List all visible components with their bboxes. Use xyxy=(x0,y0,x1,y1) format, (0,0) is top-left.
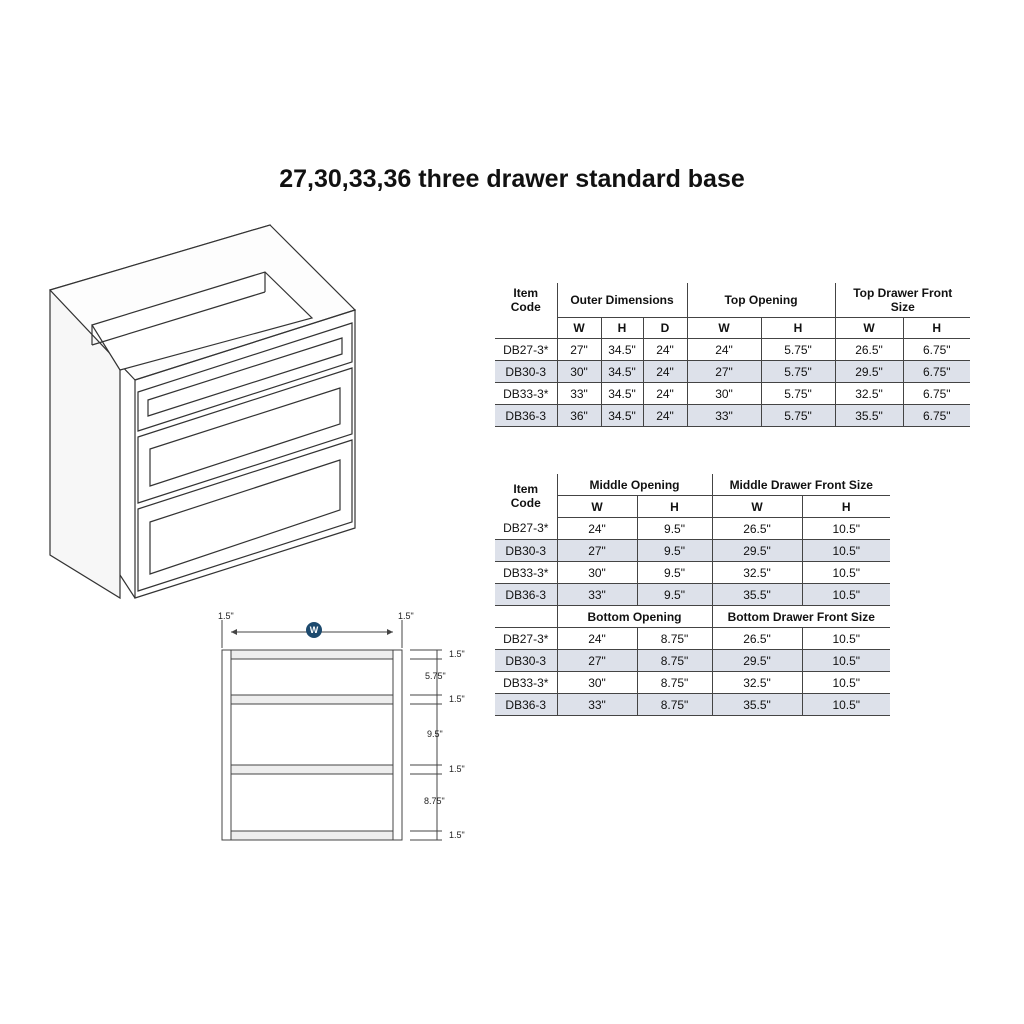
item-code-cell: DB30-3 xyxy=(495,361,557,383)
value-cell: 5.75" xyxy=(761,361,835,383)
value-cell: 33" xyxy=(557,694,637,716)
middle-front-header: Middle Drawer Front Size xyxy=(712,474,890,496)
item-code-cell: DB36-3 xyxy=(495,584,557,606)
table-row xyxy=(495,518,890,540)
table-row xyxy=(495,628,890,650)
page-title: 27,30,33,36 three drawer standard base xyxy=(279,165,745,193)
left-stile-label: 1.5" xyxy=(218,611,234,621)
middle-opening-header: Middle Opening xyxy=(557,474,712,496)
bottom-opening-header: Bottom Opening xyxy=(557,606,712,628)
value-cell: 35.5" xyxy=(712,584,802,606)
value-cell: 30" xyxy=(557,562,637,584)
value-cell: 24" xyxy=(643,361,687,383)
item-code-cell: DB27-3* xyxy=(495,518,557,540)
value-cell: 34.5" xyxy=(601,405,643,427)
value-cell: 29.5" xyxy=(712,540,802,562)
value-cell: 34.5" xyxy=(601,383,643,405)
value-cell: 32.5" xyxy=(712,562,802,584)
rail-3-label: 1.5" xyxy=(449,764,465,774)
top-opening-label: 5.75" xyxy=(425,671,446,681)
table-row xyxy=(495,584,890,606)
rail-top-label: 1.5" xyxy=(449,649,465,659)
bottom-opening-label: 8.75" xyxy=(424,796,445,806)
value-cell: 27" xyxy=(557,339,601,361)
value-cell: 24" xyxy=(643,405,687,427)
middle-opening-label: 9.5" xyxy=(427,729,443,739)
value-cell: 26.5" xyxy=(712,518,802,540)
value-cell: 10.5" xyxy=(802,628,890,650)
value-cell: 32.5" xyxy=(712,672,802,694)
value-cell: 8.75" xyxy=(637,650,712,672)
value-cell: 33" xyxy=(687,405,761,427)
value-cell: 29.5" xyxy=(835,361,903,383)
value-cell: 6.75" xyxy=(903,361,970,383)
sub-header-row: W H D W H W H xyxy=(495,317,970,339)
item-code-cell: DB30-3 xyxy=(495,540,557,562)
value-cell: 35.5" xyxy=(712,694,802,716)
item-code-cell: DB27-3* xyxy=(495,339,557,361)
top-drawer-front-header: Top Drawer Front Size xyxy=(835,283,970,317)
value-cell: 30" xyxy=(557,361,601,383)
value-cell: 36" xyxy=(557,405,601,427)
table-row xyxy=(495,383,970,405)
right-stile-label: 1.5" xyxy=(398,611,414,621)
item-code-cell: DB30-3 xyxy=(495,650,557,672)
value-cell: 26.5" xyxy=(712,628,802,650)
middle-bottom-specs-table: Item Code Middle Opening Middle Drawer Front Size W H W H DB27-3* 24" 9.5" 26.5" 10.5" DB30-3 27" 9.5" 29.5" 10.5" DB33-3* 30" 9.5" 32.5" 10.5" DB36-3 33" 9.5" 35.5" 10.5" Bottom Opening Bottom Drawer Front Size DB27-3* 24" 8.75" 26.5" 10.5" DB30-3 27" 8.75" 29.5" 10.5" DB33-3* 30" 8.75" 32.5" 10.5" DB36-3 33" 8.75" 35.5" 10.5" xyxy=(495,474,890,716)
item-code-header-2: Item Code xyxy=(510,481,541,510)
value-cell: 10.5" xyxy=(802,540,890,562)
table-row xyxy=(495,339,970,361)
value-cell: 10.5" xyxy=(802,562,890,584)
value-cell: 27" xyxy=(557,540,637,562)
value-cell: 33" xyxy=(557,584,637,606)
value-cell: 29.5" xyxy=(712,650,802,672)
item-code-cell: DB27-3* xyxy=(495,628,557,650)
top-specs-table xyxy=(495,283,970,427)
value-cell: 8.75" xyxy=(637,694,712,716)
value-cell: 9.5" xyxy=(637,584,712,606)
value-cell: 10.5" xyxy=(802,672,890,694)
value-cell: 26.5" xyxy=(835,339,903,361)
bottom-front-header: Bottom Drawer Front Size xyxy=(712,606,890,628)
table-row xyxy=(495,540,890,562)
value-cell: 5.75" xyxy=(761,405,835,427)
value-cell: 27" xyxy=(687,361,761,383)
front-elevation-diagram xyxy=(210,605,490,850)
value-cell: 24" xyxy=(557,518,637,540)
value-cell: 5.75" xyxy=(761,339,835,361)
width-symbol: W xyxy=(306,622,322,638)
table-row xyxy=(495,361,970,383)
value-cell: 9.5" xyxy=(637,518,712,540)
value-cell: 6.75" xyxy=(903,339,970,361)
value-cell: 10.5" xyxy=(802,694,890,716)
value-cell: 6.75" xyxy=(903,383,970,405)
item-code-cell: DB33-3* xyxy=(495,562,557,584)
value-cell: 33" xyxy=(557,383,601,405)
value-cell: 8.75" xyxy=(637,672,712,694)
value-cell: 32.5" xyxy=(835,383,903,405)
value-cell: 27" xyxy=(557,650,637,672)
value-cell: 9.5" xyxy=(637,540,712,562)
value-cell: 10.5" xyxy=(802,518,890,540)
value-cell: 35.5" xyxy=(835,405,903,427)
value-cell: 34.5" xyxy=(601,361,643,383)
rail-2-label: 1.5" xyxy=(449,694,465,704)
table-row xyxy=(495,405,970,427)
item-code-header: Item Code xyxy=(510,286,541,314)
value-cell: 10.5" xyxy=(802,584,890,606)
value-cell: 34.5" xyxy=(601,339,643,361)
value-cell: 24" xyxy=(557,628,637,650)
value-cell: 30" xyxy=(687,383,761,405)
value-cell: 9.5" xyxy=(637,562,712,584)
table-row xyxy=(495,562,890,584)
value-cell: 24" xyxy=(643,383,687,405)
rail-bottom-label: 1.5" xyxy=(449,830,465,840)
value-cell: 30" xyxy=(557,672,637,694)
value-cell: 10.5" xyxy=(802,650,890,672)
top-opening-header: Top Opening xyxy=(687,283,835,317)
table-row xyxy=(495,650,890,672)
item-code-cell: DB33-3* xyxy=(495,672,557,694)
table-row xyxy=(495,672,890,694)
item-code-cell: DB36-3 xyxy=(495,405,557,427)
value-cell: 5.75" xyxy=(761,383,835,405)
outer-dimensions-header: Outer Dimensions xyxy=(557,283,687,317)
value-cell: 24" xyxy=(643,339,687,361)
value-cell: 8.75" xyxy=(637,628,712,650)
value-cell: 6.75" xyxy=(903,405,970,427)
value-cell: 24" xyxy=(687,339,761,361)
item-code-cell: DB36-3 xyxy=(495,694,557,716)
table-row xyxy=(495,694,890,716)
item-code-cell: DB33-3* xyxy=(495,383,557,405)
cabinet-illustration xyxy=(40,220,380,610)
